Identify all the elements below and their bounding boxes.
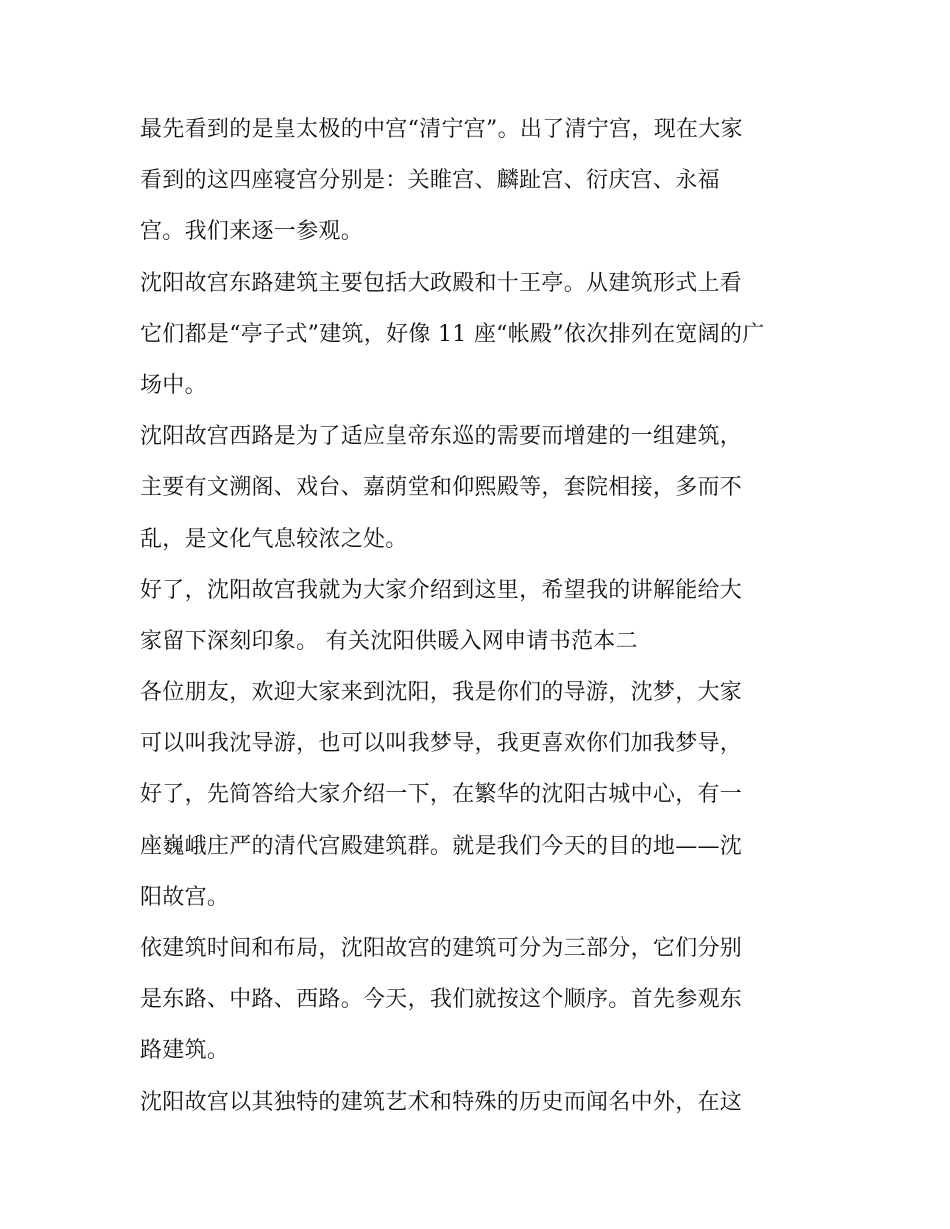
text-line: 沈阳故宫西路是为了适应皇帝东巡的需要而增建的一组建筑， [140,424,743,450]
text-line: 最先看到的是皇太极的中宫“清宁宫”。出了清宁宫，现在大家 [140,117,743,142]
text-line: 好了，先简答给大家介绍一下，在繁华的沈阳古城中心，有一 [140,782,743,808]
text-line: 是东路、中路、西路。今天，我们就按这个顺序。首先参观东 [140,987,743,1013]
text-line: 场中。 [140,372,207,398]
text-line: 座巍峨庄严的清代宫殿建筑群。就是我们今天的目的地——沈 [140,833,743,859]
text-line: 它们都是“亭子式”建筑，好像 11 座“帐殿”依次排列在宽阔的广 [140,321,765,347]
text-line: 可以叫我沈导游，也可以叫我梦导，我更喜欢你们加我梦导， [140,731,743,757]
text-line: 沈阳故宫东路建筑主要包括大政殿和十王亭。从建筑形式上看 [140,270,743,296]
text-line: 看到的这四座寝宫分别是：关睢宫、麟趾宫、衍庆宫、永福 [140,168,720,194]
text-line: 主要有文溯阁、戏台、嘉荫堂和仰熙殿等，套院相接，多而不 [140,475,743,501]
text-line: 乱，是文化气息较浓之处。 [140,526,408,552]
text-line: 宫。我们来逐一参观。 [140,219,364,245]
text-line: 沈阳故宫以其独特的建筑艺术和特殊的历史而闻名中外，在这 [140,1089,743,1115]
text-line: 好了，沈阳故宫我就为大家介绍到这里，希望我的讲解能给大 [140,577,743,603]
document-body [140,104,820,1128]
text-line: 家留下深刻印象。 有关沈阳供暖入网申请书范本二 [140,628,638,654]
text-line: 路建筑。 [140,1038,230,1064]
text-line: 依建筑时间和布局，沈阳故宫的建筑可分为三部分，它们分别 [140,936,743,961]
text-line: 各位朋友，欢迎大家来到沈阳，我是你们的导游，沈梦，大家 [140,680,743,706]
text-line: 阳故宫。 [140,884,230,910]
